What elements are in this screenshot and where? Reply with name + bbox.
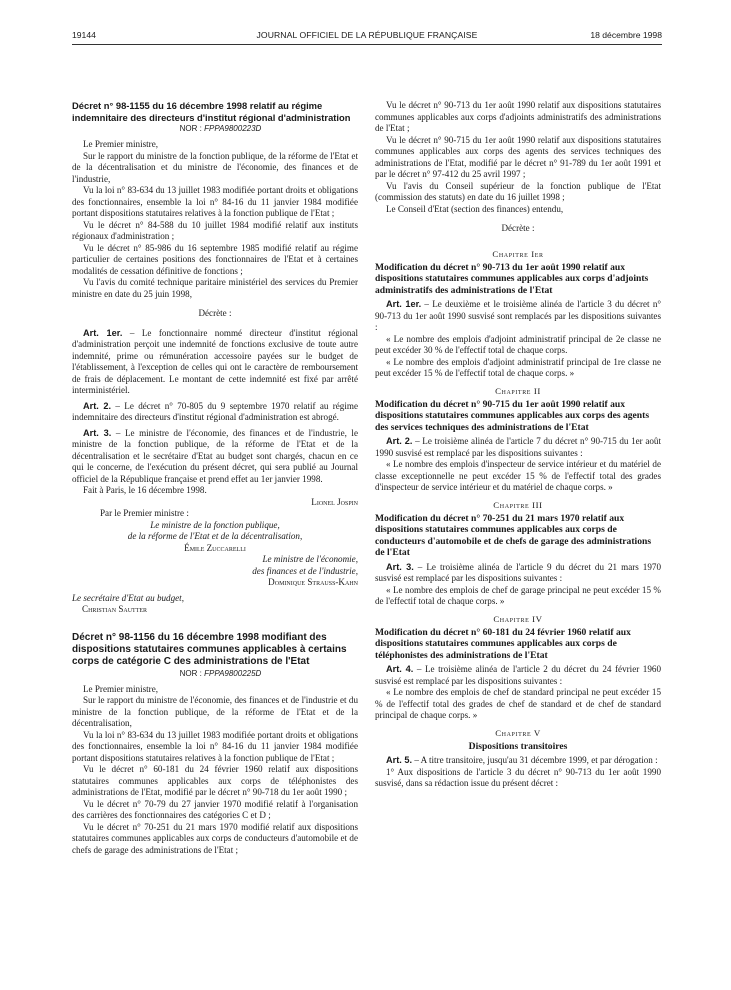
decree1-article-3: Art. 3. – Le ministre de l'économie, des finances et de l'industrie, le ministre de la fonction publique, de la réforme de l'Etat et de la décentralisation et le secrétaire d'Etat au budget sont chargés, chacun en ce qui le concerne, de l'exécution du présent décret, qui sera publié au Journal officiel de la République française et prend effet au 1er janvier 1998. [72,427,358,484]
decree1-intro-4: Vu le décret n° 85-986 du 16 septembre 1985 modifié relatif au régime particulier de certaines positions des fonctionnaires de l'Etat et à certaines modalités de cessation définitive de fonctions ; [72,242,358,276]
chapter-2-title: Modification du décret n° 90-715 du 1er août 1990 relatif aux dispositions statutaires communes applicables aux corps des agents des services techniques des administrations de l'Etat [375,398,650,433]
chapter-5-label: Chapitre V [495,727,541,738]
page-number: 19144 [72,30,96,40]
decree2-intro-3: Vu le décret n° 60-181 du 24 février 1960 relatif aux dispositions statutaires communes applicables aux corps de téléphonistes des administrations de l'Etat, modifié par le décret n° 90-718 du 1er août 1990 ; [72,764,358,797]
decree1-intro-1: Sur le rapport du ministre de la fonction publique, de la réforme de l'Etat et de la décentralisation et du ministre de l'économie, des finances et de l'industrie, [72,150,358,184]
chapter-4-quote-0: « Le nombre des emplois de chef de standard principal ne peut excéder 15 % de l'effectif total des grades de chef de standard et de chef de standard principal de chaque corps. » [375,687,661,720]
decree2-decrete: Décrète : [501,223,535,233]
decree2-intro-7: Vu le décret n° 90-715 du 1er août 1990 relatif aux dispositions statutaires communes applicables aux corps des agents des services techniques des administrations de l'Etat, modifié par le décret n° 91-789 du 1er août 1991 et par le décret n° 97-412 du 25 avril 1997 ; [375,134,661,179]
journal-title: JOURNAL OFFICIEL DE LA RÉPUBLIQUE FRANÇAISE [256,30,478,40]
chapter-1-article: Art. 1er. – Le deuxième et le troisième alinéa de l'article 3 du décret n° 90-713 du 1er août 1990 susvisé sont remplacés par les dispositions suivantes : [375,299,661,332]
signature-pm: Lionel Jospin [311,496,358,507]
page-header [72,29,662,41]
signature-fp-name: Émile Zuccarelli [184,542,246,553]
left-column [72,100,358,856]
decree1-article-1: Art. 1er. – Le fonctionnaire nommé directeur d'institut régional d'administration perçoit une indemnité de fonctions exclusive de toute autre indemnité, prime ou rémunération accessoire payées sur le budget de l'établissement, à l'exception de celles qui ont le caractère de remboursement de frais de déplacement. Le montant de cette indemnité est fixé par arrêté interministériel. [72,327,358,395]
decree2-intro-5: Vu le décret n° 70-251 du 21 mars 1970 modifié relatif aux dispositions statutaires communes applicables aux corps de conducteurs d'automobile et de chefs de garage des administrations de l'Etat ; [72,821,358,855]
decree2-intro-2: Vu la loi n° 83-634 du 13 juillet 1983 modifiée portant droits et obligations des fonctionnaires, ensemble la loi n° 84-16 du 11 janvier 1984 modifiée portant dispositions statutaires relatives à la fonction publique de l'Etat ; [72,729,358,763]
signature-eco-name: Dominique Strauss-Kahn [268,577,358,587]
signature-budget-name: Christian Sautter [82,604,148,614]
chapter-3-label: Chapitre III [493,499,543,510]
signature-budget-role: Le secrétaire d'Etat au budget, [72,592,184,603]
chapter-2-quote-0: « Le nombre des emplois d'inspecteur de service intérieur et du matériel de classe exceptionnelle ne peut excéder 15 % de l'effectif total des grades d'inspecteur de service intérieur et du matériel de chaque corps. » [375,459,661,492]
chapter-4-title: Modification du décret n° 60-181 du 24 février 1960 relatif aux dispositions statutaires communes applicables aux corps de téléphonistes des administrations de l'Etat [375,626,631,661]
chapter-5-article: Art. 5. – A titre transitoire, jusqu'au 31 décembre 1999, et par dérogation : [386,755,658,765]
chapter-5-title: Dispositions transitoires [468,740,568,752]
chapter-1-quote-0: « Le nombre des emplois d'adjoint administratif principal de 2e classe ne peut excéder 30 % de l'effectif total de chaque corps. [375,333,661,355]
decree1-intro-2: Vu la loi n° 83-634 du 13 juillet 1983 modifiée portant droits et obligations des fonctionnaires, ensemble la loi n° 84-16 du 11 janvier 1984 modifiée portant dispositions statutaires relatives à la fonction publique de l'Etat ; [72,185,358,218]
decree1-article-2: Art. 2. – Le décret n° 70-805 du 9 septembre 1970 relatif au régime indemnitaire des directeurs d'institut régional d'administration est abrogé. [72,400,358,422]
chapter-5-quote-0: 1° Aux dispositions de l'article 3 du décret n° 90-713 du 1er août 1990 susvisé, dans sa rédaction issue du présent décret : [375,766,661,788]
chapter-3-quote-0: « Le nombre des emplois de chef de garage principal ne peut excéder 15 % de l'effectif total de chaque corps. » [375,584,661,606]
decree1-done: Fait à Paris, le 16 décembre 1998. [83,485,207,495]
chapter-3-article: Art. 3. – Le troisième alinéa de l'article 9 du décret du 21 mars 1970 susvisé est remplacé par les dispositions suivantes : [375,561,661,583]
decree2-intro-9: Le Conseil d'Etat (section des finances) entendu, [386,203,564,214]
signature-fp-role1: Le ministre de la fonction publique, [150,519,280,530]
chapter-3-title: Modification du décret n° 70-251 du 21 mars 1970 relatif aux dispositions statutaires communes applicables aux corps de conducteurs d'automobile et de chefs de garage des administrations de l'Etat [375,512,652,558]
decree2-intro-0: Le Premier ministre, [83,683,159,694]
decree2-nor: NOR : FPPA9800225D [179,668,262,678]
decree2-intro-6: Vu le décret n° 90-713 du 1er août 1990 relatif aux dispositions statutaires communes applicables aux corps d'adjoints administratifs des administrations de l'Etat ; [375,100,661,133]
chapter-4-label: Chapitre IV [493,613,543,624]
decree2-title: Décret n° 98-1156 du 16 décembre 1998 modifiant des dispositions statutaires communes applicables à certains corps de catégorie C des administrations de l'Etat [72,631,347,667]
decree2-intro-4: Vu le décret n° 70-79 du 27 janvier 1970 modifié relatif à l'organisation des carrières des fonctionnaires des catégories C et D ; [72,798,358,820]
right-column [375,100,661,790]
signature-eco-role2: des finances et de l'industrie, [252,565,358,576]
decree1-intro-5: Vu l'avis du comité technique paritaire ministériel des services du Premier ministre en date du 25 juin 1998, [72,277,358,299]
chapter-2-label: Chapitre II [495,385,541,396]
chapter-2-article: Art. 2. – Le troisième alinéa de l'article 7 du décret n° 90-715 du 1er août 1990 susvisé est remplacé par les dispositions suivantes : [375,436,662,458]
chapter-1-quote-1: « Le nombre des emplois d'adjoint administratif principal de 1re classe ne peut excéder 15 % de l'effectif total de chaque corps. » [375,356,661,378]
chapter-1-label: Chapitre Ier [492,248,544,259]
chapter-4-article: Art. 4. – Le troisième alinéa de l'article 2 du décret du 24 février 1960 susvisé est remplacé par les dispositions suivantes : [375,664,661,686]
signature-fp-role2: de la réforme de l'Etat et de la décentralisation, [127,531,303,541]
signature-par-pm: Par le Premier ministre : [100,508,189,518]
issue-date: 18 décembre 1998 [590,30,662,40]
chapter-1-title: Modification du décret n° 90-713 du 1er août 1990 relatif aux dispositions statutaires communes applicables aux corps d'adjoints administratifs des administrations de l'Etat [375,261,649,296]
decree2-intro-8: Vu l'avis du Conseil supérieur de la fonction publique de l'Etat (commission des statuts) en date du 16 juillet 1998 ; [375,180,661,202]
signature-eco-role1: Le ministre de l'économie, [262,554,358,564]
header-rule [72,44,662,45]
decree1-nor: NOR : FPPA9800223D [179,124,262,133]
decree1-intro-0: Le Premier ministre, [83,139,159,149]
decree1-title: Décret n° 98-1155 du 16 décembre 1998 relatif au régime indemnitaire des directeurs d'institut régional d'administration [72,100,351,123]
decree2-intro-1: Sur le rapport du ministre de l'économie, des finances et de l'industrie et du ministre de la fonction publique, de la réforme de l'Etat et de la décentralisation, [72,695,358,728]
decree1-intro-3: Vu le décret n° 84-588 du 10 juillet 1984 modifié relatif aux instituts régionaux d'administration ; [72,219,358,241]
decree1-decrete: Décrète : [198,308,232,318]
